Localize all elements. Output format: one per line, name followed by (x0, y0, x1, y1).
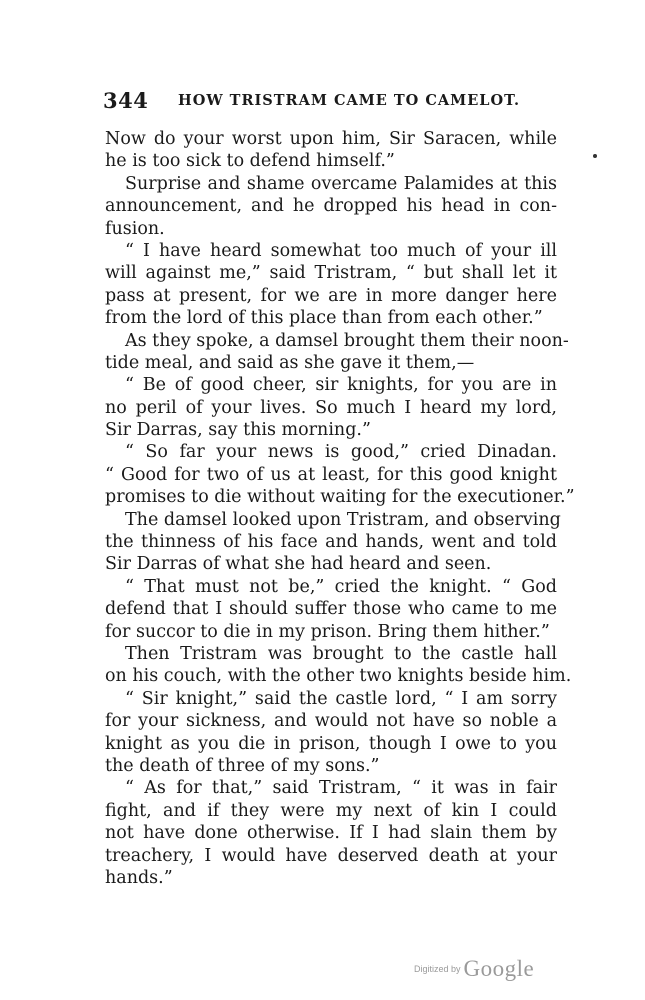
text-line: for succor to die in my prison. Bring them hither.” (105, 621, 550, 642)
text-line: “ I have heard somewhat too much of your ill (125, 240, 557, 261)
text-line: “ Good for two of us at least, for this good knight (105, 464, 557, 485)
text-line: The damsel looked upon Tristram, and observing (125, 509, 561, 530)
running-title: HOW TRISTRAM CAME TO CAMELOT. (178, 92, 521, 109)
text-line: “ So far your news is good,” cried Dinadan. (125, 442, 557, 463)
text-line: on his couch, with the other two knights beside him. (105, 666, 572, 687)
page-number: 344 (103, 88, 149, 113)
running-header (103, 88, 543, 118)
text-line: he is too sick to defend himself.” (105, 151, 395, 172)
digitized-watermark (414, 956, 534, 982)
text-line: no peril of your lives. So much I heard my lord, (105, 397, 557, 418)
text-line: not have done otherwise. If I had slain them by (105, 823, 557, 844)
text-line: will against me,” said Tristram, “ but shall let it (105, 263, 557, 284)
text-line: Sir Darras of what she had heard and seen. (105, 554, 492, 575)
text-line: Sir Darras, say this morning.” (105, 420, 371, 441)
text-line: Now do your worst upon him, Sir Saracen, while (105, 129, 557, 149)
text-line: pass at present, for we are in more danger here (105, 285, 557, 306)
google-logo: Google (463, 956, 535, 981)
text-line: hands.” (105, 867, 173, 888)
text-line: from the lord of this place than from each other.” (105, 308, 543, 329)
text-line: fight, and if they were my next of kin I could (105, 800, 557, 821)
text-line: the thinness of his face and hands, went and told (105, 532, 557, 553)
text-line: Surprise and shame overcame Palamides at this (125, 173, 557, 194)
text-line: “ Sir knight,” said the castle lord, “ I am sorry (125, 688, 557, 709)
text-line: “ Be of good cheer, sir knights, for you are in (125, 375, 557, 396)
ink-speck (593, 154, 597, 158)
text-line: “ That must not be,” cried the knight. “ God (125, 576, 557, 597)
watermark-prefix: Digitized by (414, 964, 461, 974)
text-line: defend that I should suffer those who came to me (105, 599, 557, 620)
text-line: Then Tristram was brought to the castle hall (125, 643, 557, 664)
body-text (105, 128, 575, 889)
text-line: knight as you die in prison, though I owe to you (105, 733, 557, 754)
text-line: treachery, I would have deserved death at your (105, 845, 557, 866)
text-line: promises to die without waiting for the executioner.” (105, 487, 575, 508)
text-line: fusion. (105, 218, 165, 239)
text-line: As they spoke, a damsel brought them their noon- (125, 330, 569, 351)
text-line: for your sickness, and would not have so noble a (105, 711, 557, 732)
text-line: tide meal, and said as she gave it them,— (105, 352, 475, 373)
text-line: announcement, and he dropped his head in con- (105, 196, 557, 217)
text-line: the death of three of my sons.” (105, 755, 380, 776)
text-line: “ As for that,” said Tristram, “ it was in fair (125, 778, 557, 799)
